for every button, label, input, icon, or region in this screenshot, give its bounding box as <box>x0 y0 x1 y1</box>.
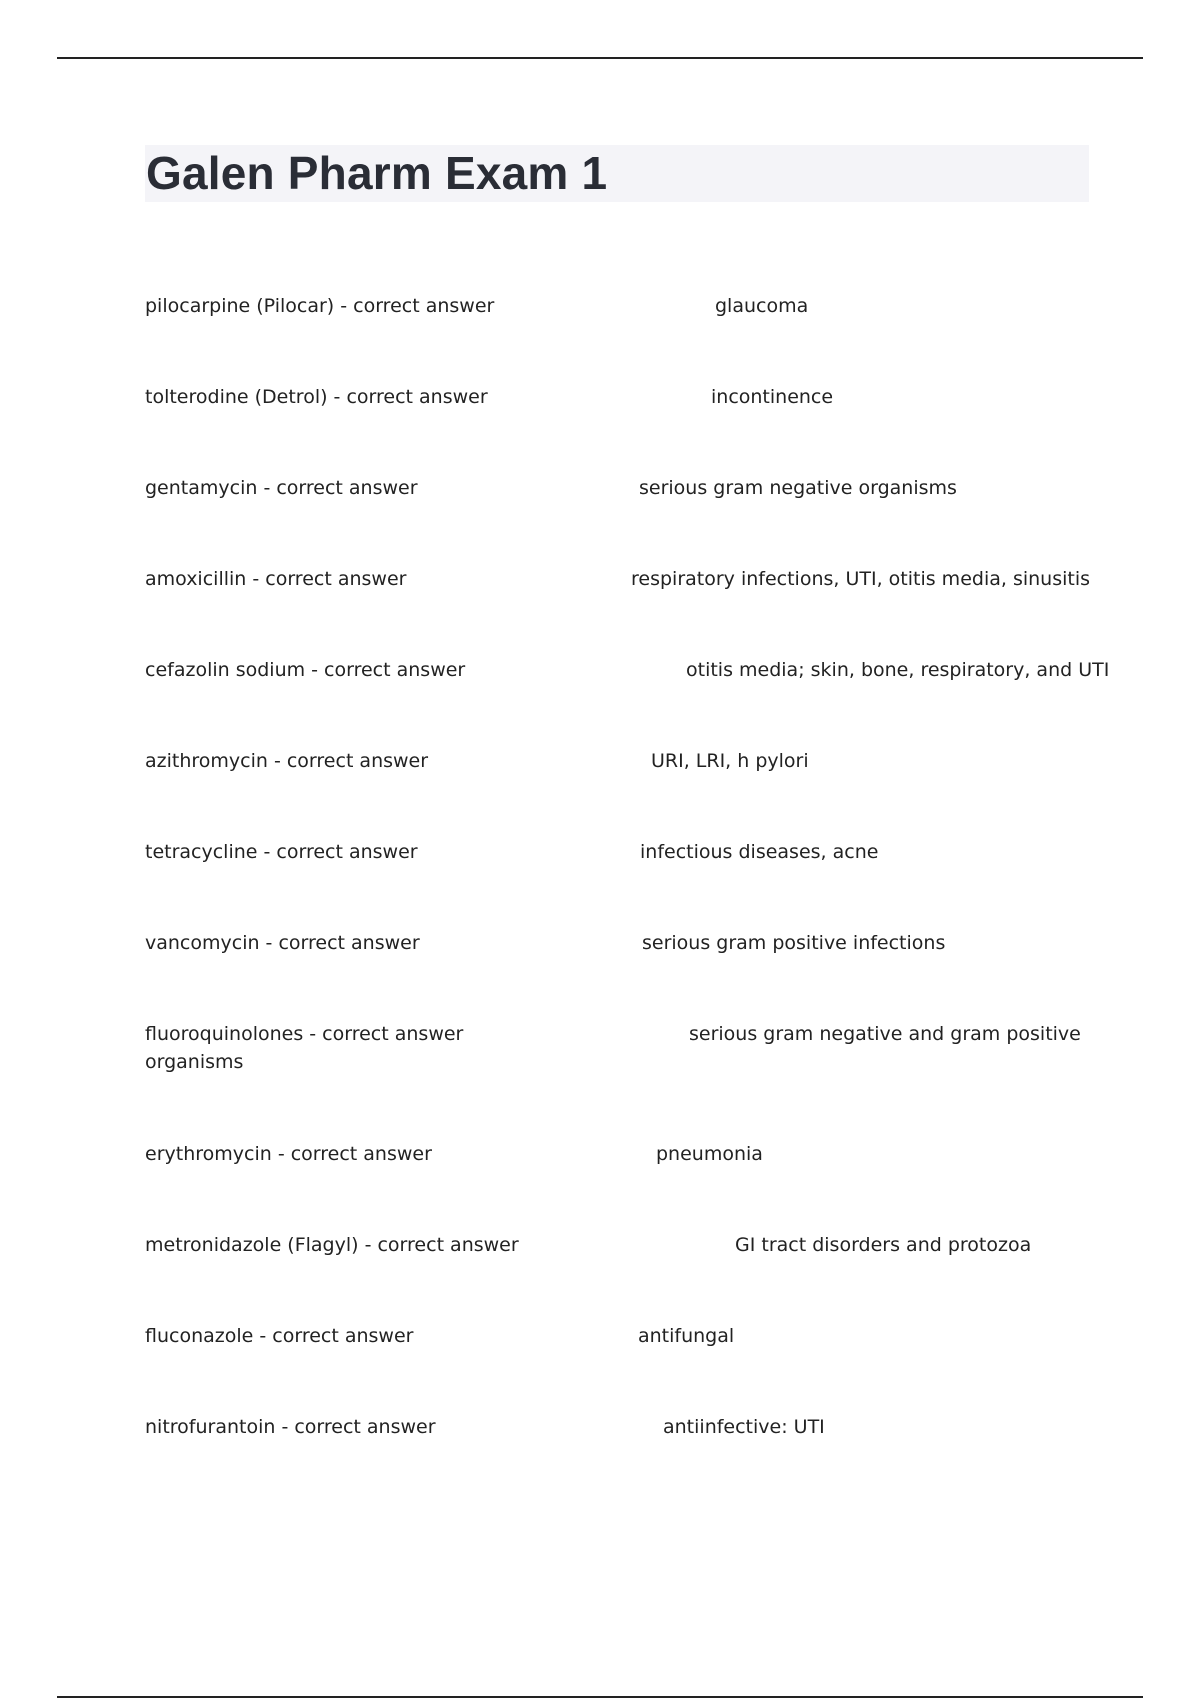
qa-answer: GI tract disorders and protozoa <box>735 1234 1032 1256</box>
qa-answer: otitis media; skin, bone, respiratory, and UTI <box>686 659 1110 681</box>
qa-term: tolterodine (Detrol) - correct answer <box>145 386 488 408</box>
qa-answer: infectious diseases, acne <box>640 841 879 863</box>
qa-answer: serious gram negative organisms <box>639 477 957 499</box>
qa-term: amoxicillin - correct answer <box>145 568 407 590</box>
qa-answer: pneumonia <box>656 1143 763 1165</box>
qa-term: fluoroquinolones - correct answer <box>145 1023 464 1045</box>
qa-answer: serious gram positive infections <box>642 932 946 954</box>
qa-answer: incontinence <box>711 386 834 408</box>
qa-term: nitrofurantoin - correct answer <box>145 1416 436 1438</box>
bottom-rule <box>57 1696 1143 1698</box>
qa-answer: serious gram negative and gram positive <box>689 1023 1081 1045</box>
qa-term: azithromycin - correct answer <box>145 750 429 772</box>
qa-answer: antiinfective: UTI <box>663 1416 825 1438</box>
qa-term: tetracycline - correct answer <box>145 841 418 863</box>
qa-answer: respiratory infections, UTI, otitis media, sinusitis <box>631 568 1091 590</box>
qa-answer: URI, LRI, h pylori <box>651 750 809 772</box>
qa-answer: antifungal <box>638 1325 735 1347</box>
qa-term: vancomycin - correct answer <box>145 932 420 954</box>
qa-answer: glaucoma <box>715 295 809 317</box>
qa-answer-continuation: organisms <box>145 1051 244 1073</box>
qa-term: pilocarpine (Pilocar) - correct answer <box>145 295 495 317</box>
qa-term: erythromycin - correct answer <box>145 1143 432 1165</box>
qa-term: fluconazole - correct answer <box>145 1325 414 1347</box>
qa-term: gentamycin - correct answer <box>145 477 418 499</box>
qa-term: metronidazole (Flagyl) - correct answer <box>145 1234 519 1256</box>
top-rule <box>57 57 1143 59</box>
qa-term: cefazolin sodium - correct answer <box>145 659 466 681</box>
page-title: Galen Pharm Exam 1 <box>146 147 608 199</box>
